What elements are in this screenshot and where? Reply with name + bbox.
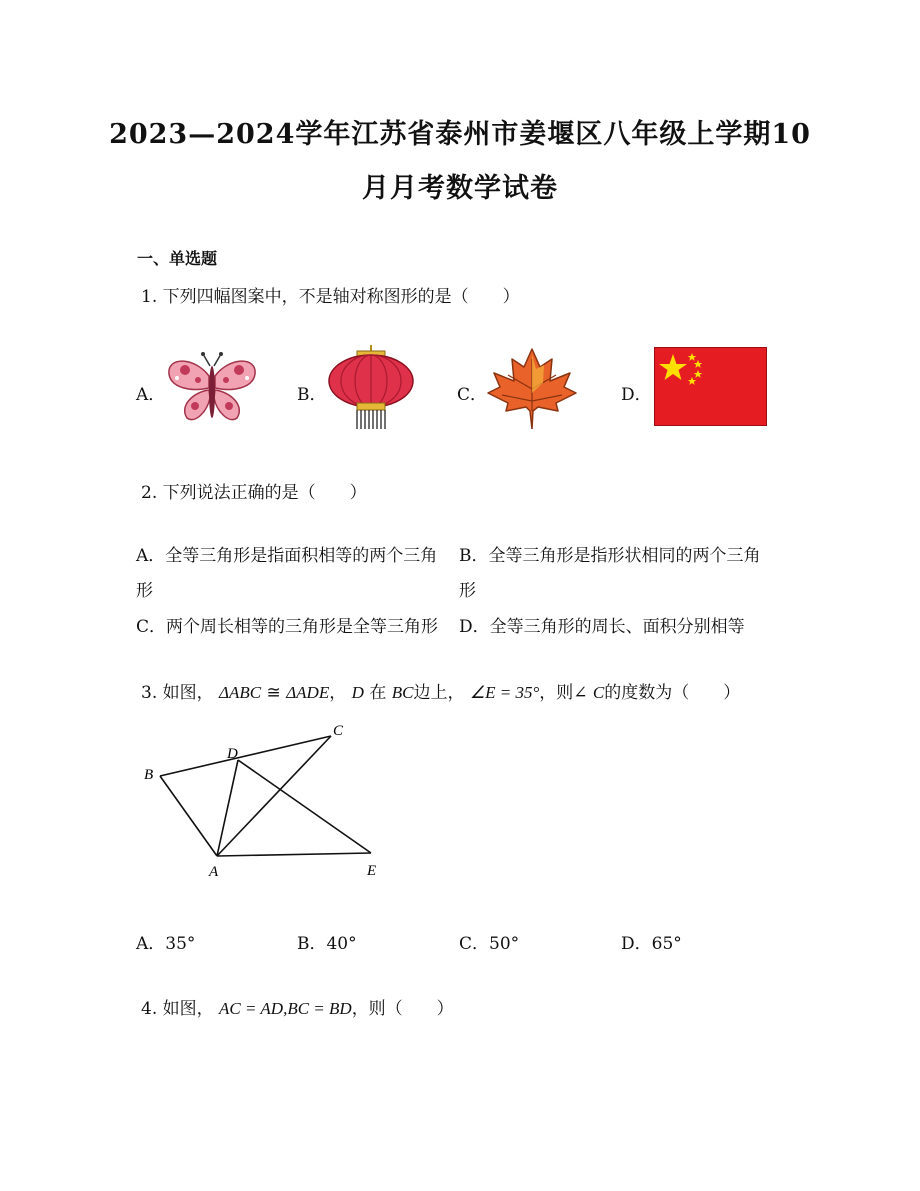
question-4-stem — [141, 994, 454, 1019]
q4-expression: AC = AD,BC = BD — [219, 999, 352, 1018]
question-1-stem: 1. 下列四幅图案中，不是轴对称图形的是（ ） — [141, 287, 520, 307]
question-3-stem — [141, 678, 740, 703]
page-title-line2: 月月考数学试卷 — [362, 173, 558, 204]
q1-option-d-label: D． — [621, 385, 652, 405]
q3-then: ，则∠ — [539, 683, 588, 703]
q3-comma: ， — [329, 683, 347, 703]
q3-triangle-ade: ΔADE — [286, 683, 330, 702]
q1-option-c-label: C． — [457, 385, 488, 405]
segment-de — [238, 760, 371, 853]
q3-point-d: D — [351, 683, 364, 702]
q2-option-c: C．两个周长相等的三角形是全等三角形 — [136, 617, 439, 637]
q4-number: 4. 如图， — [141, 999, 214, 1019]
point-label-e: E — [367, 863, 377, 879]
q2-option-d: D．全等三角形的周长、面积分别相等 — [459, 617, 745, 637]
q3-triangle-abc: ΔABC — [219, 683, 262, 702]
q1-option-b-label: B． — [297, 385, 327, 405]
q3-geometry-figure — [138, 716, 398, 886]
q3-number: 3. 如图， — [141, 683, 214, 703]
q2-option-b-line1: B．全等三角形是指形状相同的两个三角 — [459, 546, 761, 566]
point-label-d: D — [227, 746, 238, 762]
q2-option-a-line1: A．全等三角形是指面积相等的两个三角 — [136, 546, 438, 566]
page-title-line1: 2023—2024学年江苏省泰州市姜堰区八年级上学期10 — [109, 119, 811, 150]
q1-option-a-label: A． — [136, 385, 166, 405]
segment-ae — [217, 853, 371, 856]
q3-angle-e: ∠E = 35° — [469, 683, 540, 702]
q3-option-d: D．65° — [621, 934, 682, 954]
q3-option-a: A．35° — [136, 934, 196, 954]
q3-edge-text: 边上， — [413, 683, 465, 703]
question-2-stem: 2. 下列说法正确的是（ ） — [141, 483, 367, 503]
segment-bc — [160, 736, 331, 776]
q3-option-b: B．40° — [297, 934, 357, 954]
point-label-b: B — [144, 767, 154, 783]
q3-segment-bc: BC — [391, 683, 414, 702]
segment-ab — [160, 776, 217, 856]
point-label-a: A — [209, 864, 219, 880]
q3-point-c: C — [592, 683, 605, 702]
q3-option-c: C．50° — [459, 934, 520, 954]
q3-on: 在 — [369, 683, 387, 703]
q2-option-a-line2: 形 — [136, 581, 153, 601]
q4-tail: ，则（ ） — [351, 999, 454, 1019]
q3-congruent-sign: ≅ — [266, 683, 281, 703]
maple-leaf-icon — [486, 345, 578, 429]
section-heading: 一、单选题 — [137, 249, 218, 268]
point-label-c: C — [333, 723, 344, 739]
lantern-icon — [327, 345, 415, 430]
china-flag-icon — [654, 347, 767, 426]
segment-ad — [217, 760, 238, 856]
butterfly-icon — [165, 352, 259, 424]
q3-tail: 的度数为（ ） — [604, 683, 741, 703]
q2-option-b-line2: 形 — [459, 581, 476, 601]
